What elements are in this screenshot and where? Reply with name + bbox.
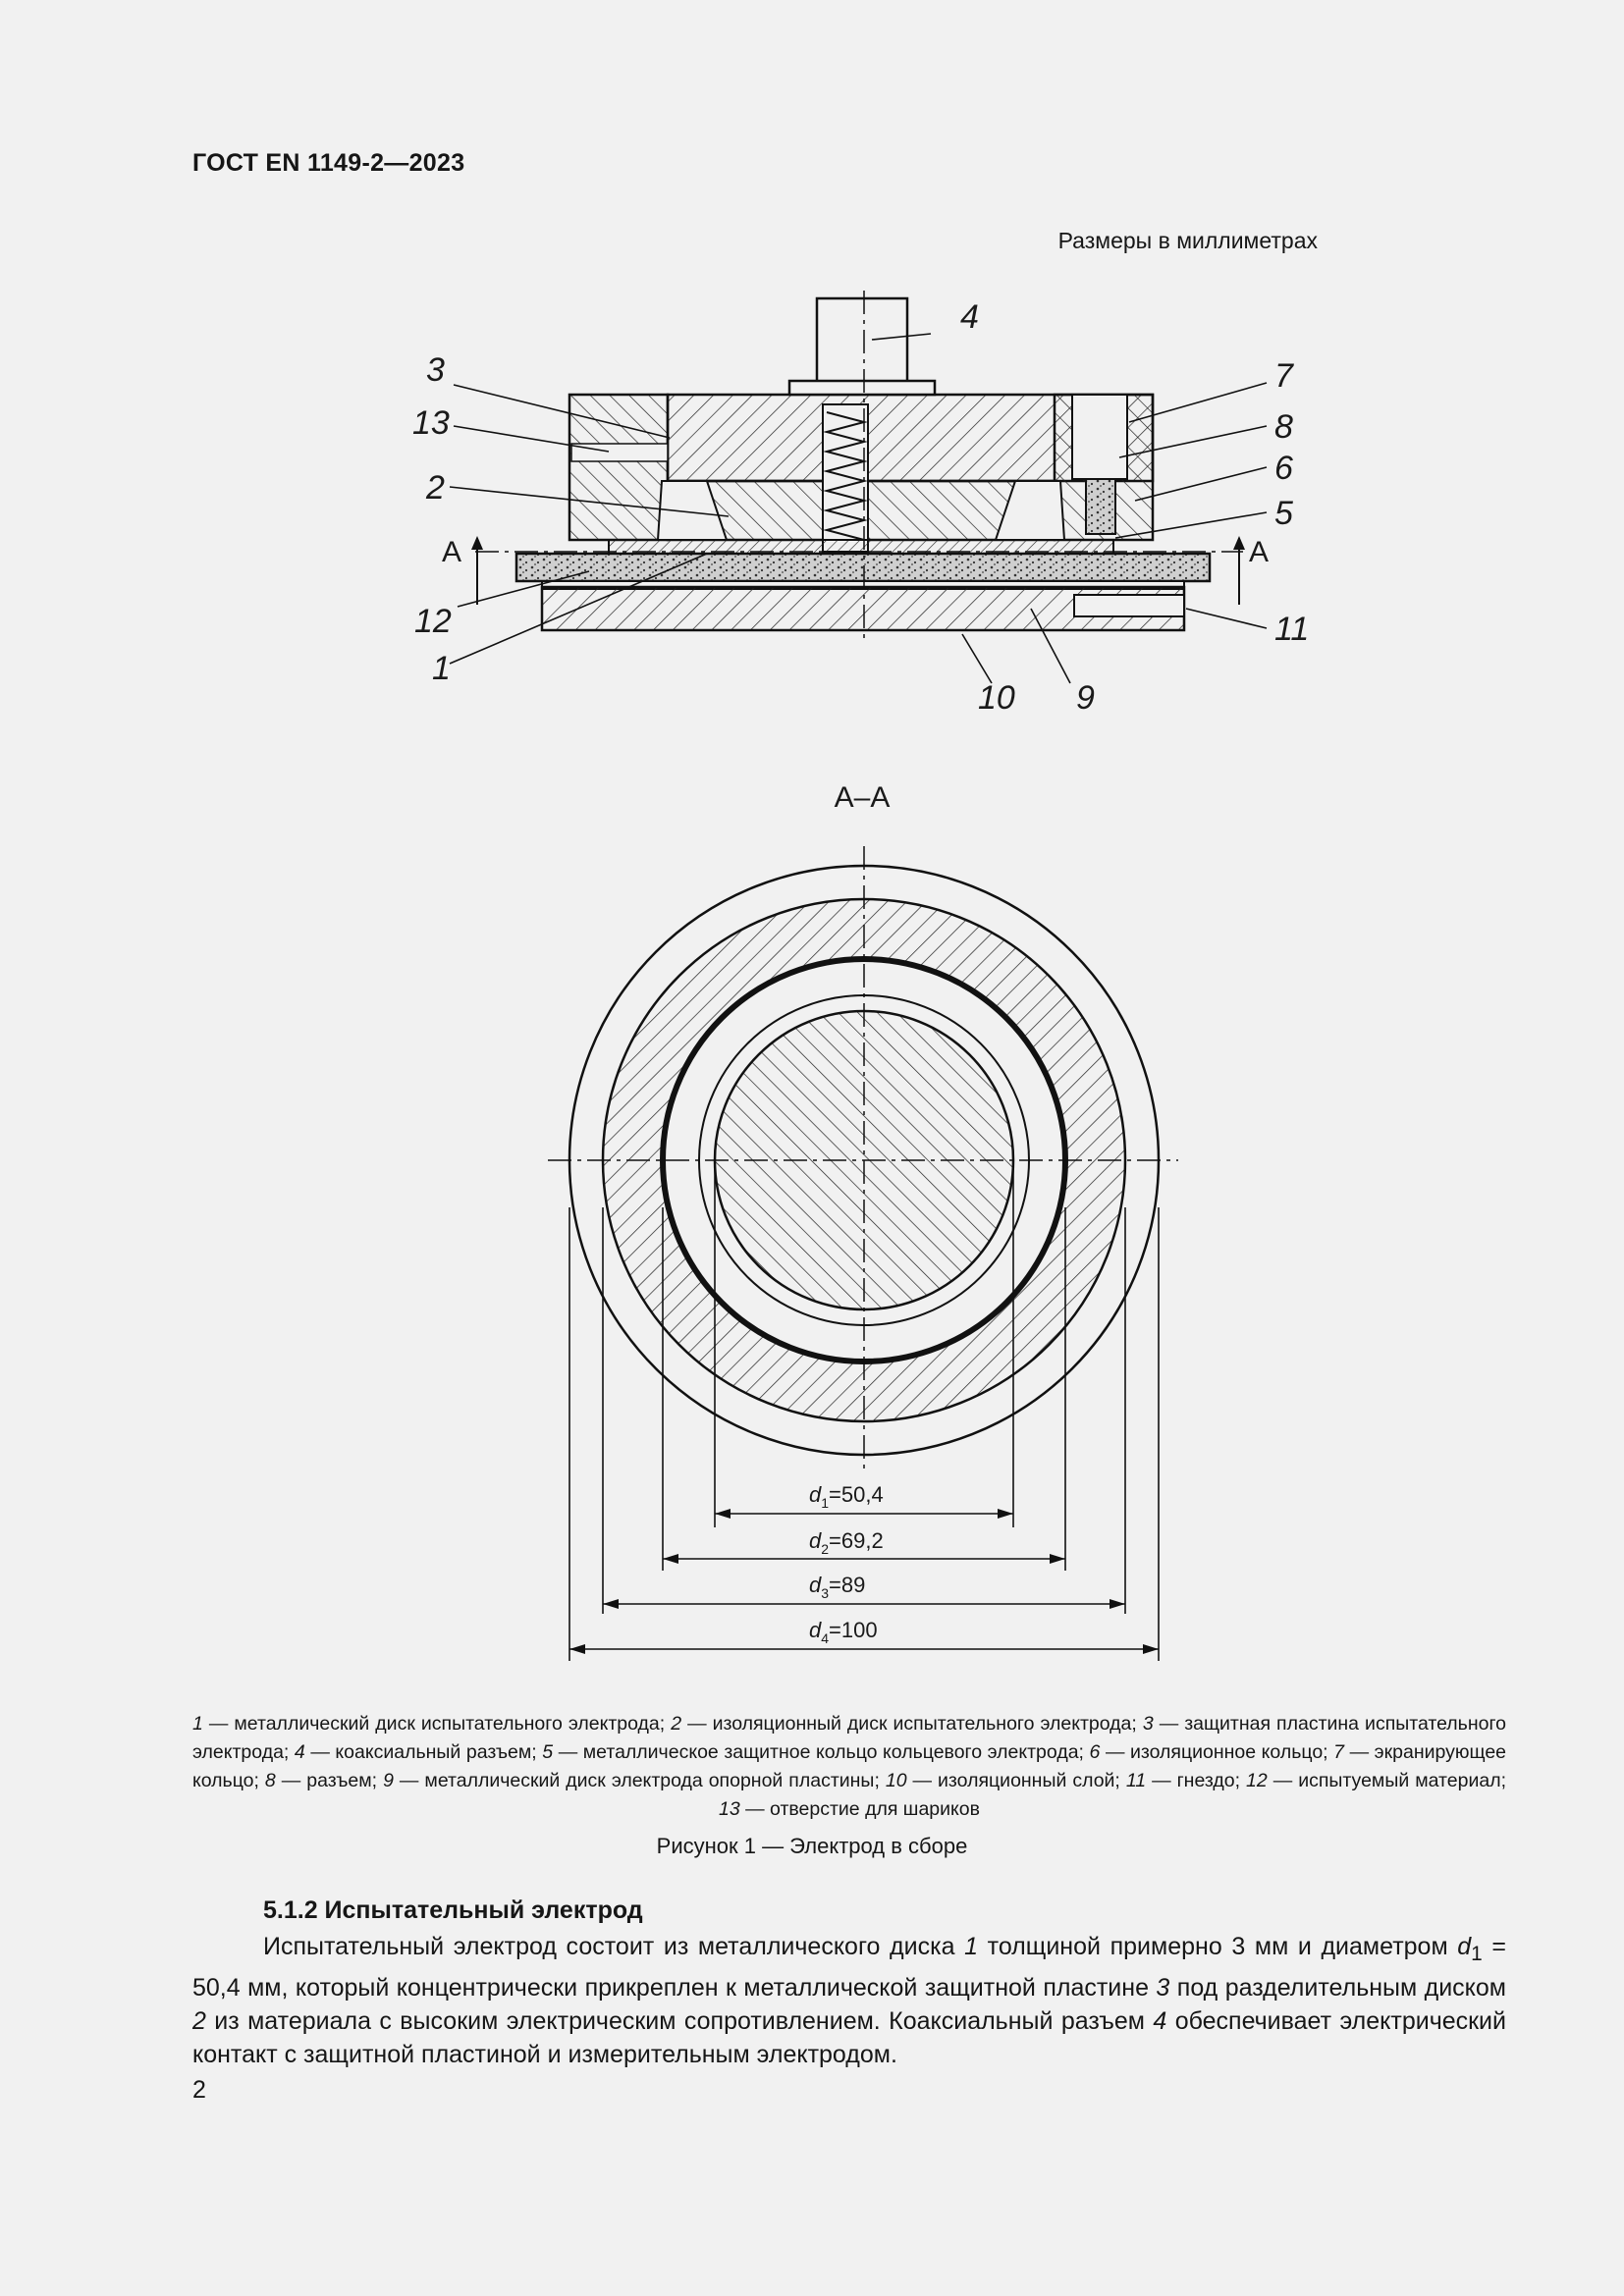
legend-num-3: 3 <box>1142 1713 1154 1735</box>
legend-text-3: — защитная пластина испытательного электрода; <box>192 1713 1506 1763</box>
legend-num-5: 5 <box>542 1741 554 1763</box>
legend-num-7: 7 <box>1333 1741 1345 1763</box>
legend-num-11: 11 <box>1125 1770 1147 1791</box>
callout-9: 9 <box>1076 679 1095 717</box>
dimension-d4: $d_4=100$ <box>809 1618 878 1646</box>
ball-hole-part-13 <box>571 444 668 461</box>
callout-13: 13 <box>412 404 450 442</box>
legend-num-6: 6 <box>1089 1741 1101 1763</box>
plug-part-8 <box>1072 395 1127 479</box>
legend-text-1: — металлический диск испытательного электрода; <box>202 1713 672 1735</box>
callout-3: 3 <box>426 351 445 389</box>
legend-text-5: — металлическое защитное кольцо кольцевого электрода; <box>553 1741 1090 1763</box>
section-arrowhead-left <box>471 536 483 550</box>
legend-text-12: — испытуемый материал; <box>1267 1770 1506 1791</box>
page-number: 2 <box>192 2076 206 2104</box>
legend-text-10: — изоляционный слой; <box>906 1770 1126 1791</box>
legend-text-2: — изоляционный диск испытательного электрода; <box>681 1713 1143 1735</box>
legend-num-13: 13 <box>719 1798 740 1820</box>
section-title: 5.1.2 Испытательный электрод <box>263 1896 643 1924</box>
callout-10: 10 <box>978 679 1015 717</box>
legend-num-1: 1 <box>192 1713 203 1735</box>
test-material-part-12 <box>516 554 1210 581</box>
legend-num-8: 8 <box>264 1770 276 1791</box>
figure-caption: Рисунок 1 — Электрод в сборе <box>656 1834 968 1858</box>
dimension-d2: $d_2=69,2$ <box>809 1528 884 1557</box>
plug-pin <box>1086 479 1115 534</box>
dimension-d3: $d_3=89$ <box>809 1573 866 1601</box>
legend-num-9: 9 <box>383 1770 394 1791</box>
legend-text-8: — разъем; <box>275 1770 384 1791</box>
callout-5: 5 <box>1274 495 1293 532</box>
section-paragraph: Испытательный электрод состоит из металлического диска 1 толщиной примерно 3 мм и диаметром $d_1 = 50,4$ мм, который концентрически прикреплен к металлической защитной пластине 3 под разделительным диском 2 из материала с высоким электрическим сопротивлением. Коаксиальный разъем 4 обеспечивает электрический контакт с защитной пластиной и измерительным электродом. <box>192 1933 1506 2068</box>
legend-text-4: — коаксиальный разъем; <box>304 1741 543 1763</box>
callout-4: 4 <box>960 298 979 336</box>
section-arrowhead-right <box>1233 536 1245 550</box>
document-header: ГОСТ EN 1149-2—2023 <box>192 149 465 177</box>
socket-part-11 <box>1074 595 1184 616</box>
connector-flange <box>789 381 935 395</box>
callout-1: 1 <box>432 650 451 687</box>
callout-2: 2 <box>426 469 445 507</box>
callout-8: 8 <box>1274 408 1293 446</box>
section-view-title: A–A <box>834 781 891 814</box>
legend-num-12: 12 <box>1246 1770 1268 1791</box>
legend-text-9: — металлический диск электрода опорной пластины; <box>393 1770 886 1791</box>
section-a-a-view <box>548 846 1178 1661</box>
legend-num-4: 4 <box>294 1741 305 1763</box>
legend-num-2: 2 <box>671 1713 682 1735</box>
callout-11: 11 <box>1274 611 1310 648</box>
cross-section-view <box>412 291 1309 717</box>
legend-text-7: — экранирующее кольцо; <box>192 1741 1507 1791</box>
units-note: Размеры в миллиметрах <box>1057 228 1318 253</box>
legend-text-13: — отверстие для шариков <box>739 1798 980 1820</box>
dimension-d1: $d_1=50,4$ <box>809 1482 884 1511</box>
legend-text-6: — изоляционное кольцо; <box>1100 1741 1334 1763</box>
callout-6: 6 <box>1274 450 1293 487</box>
callout-7: 7 <box>1274 357 1293 395</box>
section-mark-right: A <box>1249 536 1270 568</box>
section-mark-left: A <box>442 536 462 568</box>
coaxial-connector-part-4 <box>817 298 907 383</box>
figure-legend <box>192 1710 1506 1824</box>
legend-text-11: — гнездо; <box>1146 1770 1247 1791</box>
callout-12: 12 <box>414 603 452 640</box>
legend-num-10: 10 <box>885 1770 907 1791</box>
